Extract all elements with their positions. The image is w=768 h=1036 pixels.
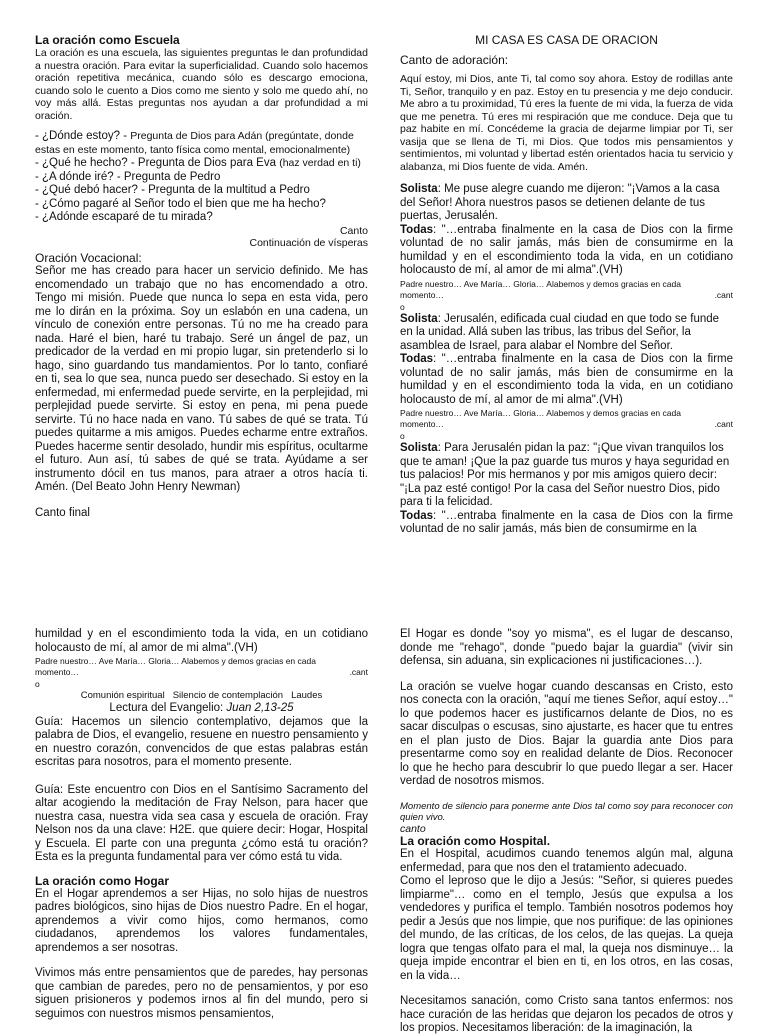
column-top-right bbox=[400, 34, 733, 589]
lectura-ref: Juan 2,13-25 bbox=[226, 702, 294, 714]
paragraph-leproso: Como el leproso que le dijo a Jesús: "Señor, si quieres puedes limpiarme"… como en el templo, Jesús que expulsa a los vendedores y purifica el templo. También nosotros podemos hoy pedir a Jesús que nos limpie, que nos purifique: de las opiniones del mundo, de las críticas, de los celos, de las quejas. La queja logra que tengas olfato para el mal, la queja nos disminuye… la queja impide encontrar el bien en ti, en los otros, en las cosas, en la vida… bbox=[400, 875, 733, 982]
todas-2 bbox=[400, 353, 733, 407]
liturgy-sequence bbox=[35, 690, 368, 702]
solista-label: Solista bbox=[400, 442, 438, 454]
silencio-contemplacion: Silencio de contemplación bbox=[172, 690, 284, 701]
padre-nuestro-2-row bbox=[400, 419, 733, 430]
solista-2-text: : Jerusalén, edificada cual ciudad en que todo se funde en la unidad. Allá suben las tribus, las tribus del Señor, la asamblea de Israel, para alabar el Nombre del Señor. bbox=[400, 312, 720, 352]
solista-3 bbox=[400, 442, 733, 510]
paragraph-hogar: En el Hogar aprendemos a ser Hijas, no solo hijas de nuestros padres biológicos, sino hijas de Dios nuestro Padre. En el hogar, aprendemos a vivir como hijos, como hermanos, como ciudadanos, aprendemos los valores fundamentales, aprendemos a ser nosotras. bbox=[35, 887, 368, 954]
padre-nuestro-3: Padre nuestro… Ave María… Gloria… Alabemos y demos gracias en cada bbox=[35, 656, 316, 666]
solista-2 bbox=[400, 313, 733, 354]
todas-1 bbox=[400, 224, 733, 278]
todas-label: Todas bbox=[400, 223, 434, 236]
momento-label: momento… bbox=[35, 667, 79, 677]
todas-label: Todas bbox=[400, 353, 434, 365]
comunion-espiritual: Comunión espiritual bbox=[80, 690, 165, 701]
padre-nuestro-3-row bbox=[35, 667, 368, 678]
paragraph-vocacional: Señor me has creado para hacer un servicio definido. Me has encomendado un trabajo que no has encomendado a otro. Tengo mi misión. Puede que nunca lo sepa en esta vida, pero me lo dirán en la próxima. Soy un eslabón en una cadena, un vínculo de conexión entre personas. Tú no me ha creado para nada. Haré el bien, haré tu trabajo. Seré un ángel de paz, un predicador de la verdad en mi propio lugar, sin pretenderlo si lo hago, sino guardando tus mandamientos. Por lo tanto, confiaré en ti, sea lo que sea, nunca puedo ser desechado. Si estoy en la enfermedad, mi enfermedad puede servirte, en la perplejidad, mi perplejidad puede servirte. Si estoy en pena, mi pena puede servirte. Tú no hace nada en vano. Tú sabes de qué se trata. Tú puedes quitarme a mis amigos. Puedes echarme entre extraños. Puedes hacerme sentir desolado, hundir mis espíritus, ocultarme el futuro. Aun así, tú sabes de qué se trata. Ayúdame a ser instrumento dócil en tus manos, para atraer a otros hacía ti. Amén. (Del Beato John Henry Newman) bbox=[35, 265, 368, 493]
question-2-lead: - ¿Qué he hecho? - Pregunta de Dios para Eva bbox=[35, 157, 280, 169]
padre-nuestro-2: Padre nuestro… Ave María… Gloria… Alabemos y demos gracias en cada bbox=[400, 408, 681, 418]
question-1 bbox=[35, 130, 368, 157]
continuacion-visperas: Continuación de vísperas bbox=[249, 237, 368, 249]
cant-label: .cant bbox=[714, 289, 733, 300]
paragraph-vivimos: Vivimos más entre pensamientos que de paredes, hay personas que cambian de paredes, pero no de pensamientos, y por eso siguen prisioneros y podemos irnos al fin del mundo, pero si seguimos con nuestros mismos pensamientos, bbox=[35, 967, 368, 1020]
paragraph-adoracion: Aquí estoy, mi Dios, ante Ti, tal como soy ahora. Estoy de rodillas ante Ti, Señor, tranquilo y en paz. Estoy en tu presencia y me dejo conducir. Me abro a tu proximidad, Tú eres la fuente de mi vida, la fuerza de vida que me penetra. Tú eres mi respiración que me conduce. Deja que tu paz habite en mí. Concédeme la gracia de dejarme limpiar por Ti, ser vasija que se llena de Ti, mi Dios. Que todos mis pensamientos y sentimientos, mi voluntad y libertad estén orientados hacia tu servicio y alabanza, mi Dios fuente de vida. Amén. bbox=[400, 73, 733, 173]
laudes: Laudes bbox=[291, 690, 323, 701]
column-bottom-left bbox=[35, 628, 368, 1024]
momento-silencio: Momento de silencio para ponerme ante Dios tal como soy para reconocer con quien vivo. bbox=[400, 800, 733, 823]
heading-escuela: La oración como Escuela bbox=[35, 33, 180, 47]
cant-o: o bbox=[400, 301, 405, 312]
todas-1-text: : "…entraba finalmente en la casa de Dios con la firme voluntad de no salir jamás, más bien de consumirme en la humildad y en el escondimiento toda la vida, en un cotidiano holocausto de mí, al amor de mi alma".(VH) bbox=[400, 223, 733, 276]
guia-1: Guía: Hacemos un silencio contemplativo, dejamos que la palabra de Dios, el evangelio, resuene en nuestro pensamiento y en nuestro corazón, convencidos de que estas palabras están escritas para nosotros, para el momento presente. bbox=[35, 715, 368, 768]
question-5: - ¿Cómo pagaré al Señor todo el bien que me ha hecho? bbox=[35, 197, 326, 210]
lectura-evangelio bbox=[35, 702, 368, 716]
todas-label: Todas bbox=[400, 509, 434, 522]
todas-3 bbox=[400, 510, 733, 537]
solista-label: Solista bbox=[400, 183, 438, 195]
padre-nuestro-1: Padre nuestro… Ave María… Gloria… Alabemos y demos gracias en cada bbox=[400, 278, 681, 289]
paragraph-hospital: En el Hospital, acudimos cuando tenemos algún mal, alguna enfermedad, para que nos den el tratamiento adecuado. bbox=[400, 848, 733, 874]
heading-hogar: La oración como Hogar bbox=[35, 873, 170, 888]
paragraph-escuela: La oración es una escuela, las siguientes preguntas le dan profundidad a nuestra oración. Para evitar la superficialidad. Cuando solo hacemos oración repetitiva mecánica, cuando sólo es descargo emociona, cuando solo le cuento a Dios como me siento y solo me quedo ahí, no voy más allá. Estas preguntas nos ayudan a dar profundidad a mi oración. bbox=[35, 47, 368, 122]
column-top-left bbox=[35, 34, 368, 589]
solista-1-text: : Me puse alegre cuando me dijeron: "¡Vamos a la casa del Señor! Ahora nuestros pasos se detienen delante de tus puertas, Jerusalén. bbox=[400, 183, 720, 222]
padre-nuestro-1-row bbox=[400, 290, 733, 301]
paragraph-sanacion: Necesitamos sanación, como Cristo sana tantos enfermos: nos hace curación de las heridas que dejaron los pecados de otros y los propios. Necesitamos liberación: de la imaginación, la bbox=[400, 995, 733, 1034]
canto-final: Canto final bbox=[35, 506, 90, 519]
heading-vocacional: Oración Vocacional: bbox=[35, 250, 142, 265]
question-6: - ¿Adónde escaparé de tu mirada? bbox=[35, 211, 213, 223]
momento-label: momento… bbox=[400, 289, 444, 300]
todas-2-text: : "…entraba finalmente en la casa de Dios con la firme voluntad de no salir jamás, más bien de consumirme en la humildad y en el escondimiento toda la vida, en un cotidiano holocausto de mí, al amor de mi alma".(VH) bbox=[400, 353, 733, 406]
todas-3-continued: humildad y en el escondimiento toda la vida, en un cotidiano holocausto de mí, al amor de mi alma".(VH) bbox=[35, 628, 368, 654]
column-bottom-right bbox=[400, 628, 733, 1034]
canto-adoracion: Canto de adoración: bbox=[400, 52, 509, 67]
cant-o: o bbox=[35, 679, 40, 689]
solista-3-text: : Para Jerusalén pidan la paz: "¡Que vivan tranquilos los que te aman! ¡Que la paz guarde tus muros y haya seguridad en tus palacios! Por mis hermanos y por mis amigos quiero decir: "¡La paz esté contigo! Por la casa del Señor nuestro Dios, pido para ti la felicidad. bbox=[400, 442, 730, 508]
question-1-lead: - ¿Dónde estoy? - bbox=[35, 130, 131, 142]
guia-2: Guía: Este encuentro con Dios en el Santísimo Sacramento del altar acogiendo la meditación de Fray Nelson, para hacer que nuestra casa, nuestra vida sea casa y escuela de oración. Fray Nelson nos da una clave: H2E. que quiere decir: Hogar, Hospital y Escuela. El parte con una pregunta ¿cómo está tu oración? Esta es la pregunta fundamental para ver cómo está tu vida. bbox=[35, 783, 368, 863]
momento-label: momento… bbox=[400, 419, 444, 429]
question-3: - ¿A dónde iré? - Pregunta de Pedro bbox=[35, 170, 221, 183]
cant-label: .cant bbox=[349, 667, 368, 677]
heading-hospital: La oración como Hospital. bbox=[400, 834, 551, 848]
todas-3-text: : "…entraba finalmente en la casa de Dios con la firme voluntad de no salir jamás, más bien de consumirme en la bbox=[400, 509, 733, 535]
question-4: - ¿Qué debó hacer? - Pregunta de la multitud a Pedro bbox=[35, 184, 310, 196]
question-1-detail: Pregunta de Dios para Adán (pregúntate, donde estas en este momento, tanto física como mental, emocionalmente) bbox=[35, 130, 354, 156]
paragraph-oracion-hogar: La oración se vuelve hogar cuando descansas en Cristo, esto nos conecta con la oración, "aquí me tienes Señor, aquí estoy…" lo que podemos hacer es justificarnos delante de Dios, no es sacar disculpas o escusas, sino ajustarte, es hacer que tu entres en el plan justo de Dios. Bajar la guardia ante Dios para presentarme como soy en realidad delante de Dios. Reconocer lo que he hecho para descubrir lo que puedo llegar a ser. Hacer verdad de nosotros mismos. bbox=[400, 680, 733, 787]
canto-label: canto bbox=[400, 822, 426, 835]
question-2 bbox=[35, 157, 368, 171]
page-title: MI CASA ES CASA DE ORACION bbox=[475, 33, 658, 47]
paragraph-hogar-2: El Hogar es donde "soy yo misma", es el lugar de descanso, donde me "rehago", donde "puedo bajar la guardia" (vivir sin defensa, sin aduana, sin explicaciones ni justificaciones…). bbox=[400, 628, 733, 667]
cant-o: o bbox=[400, 431, 405, 441]
canto-label: Canto bbox=[339, 224, 368, 237]
lectura-label: Lectura del Evangelio: bbox=[109, 702, 227, 714]
question-2-detail: (haz verdad en ti) bbox=[279, 157, 361, 169]
cant-label: .cant bbox=[714, 419, 733, 429]
solista-1 bbox=[400, 183, 733, 224]
solista-label: Solista bbox=[400, 312, 438, 325]
